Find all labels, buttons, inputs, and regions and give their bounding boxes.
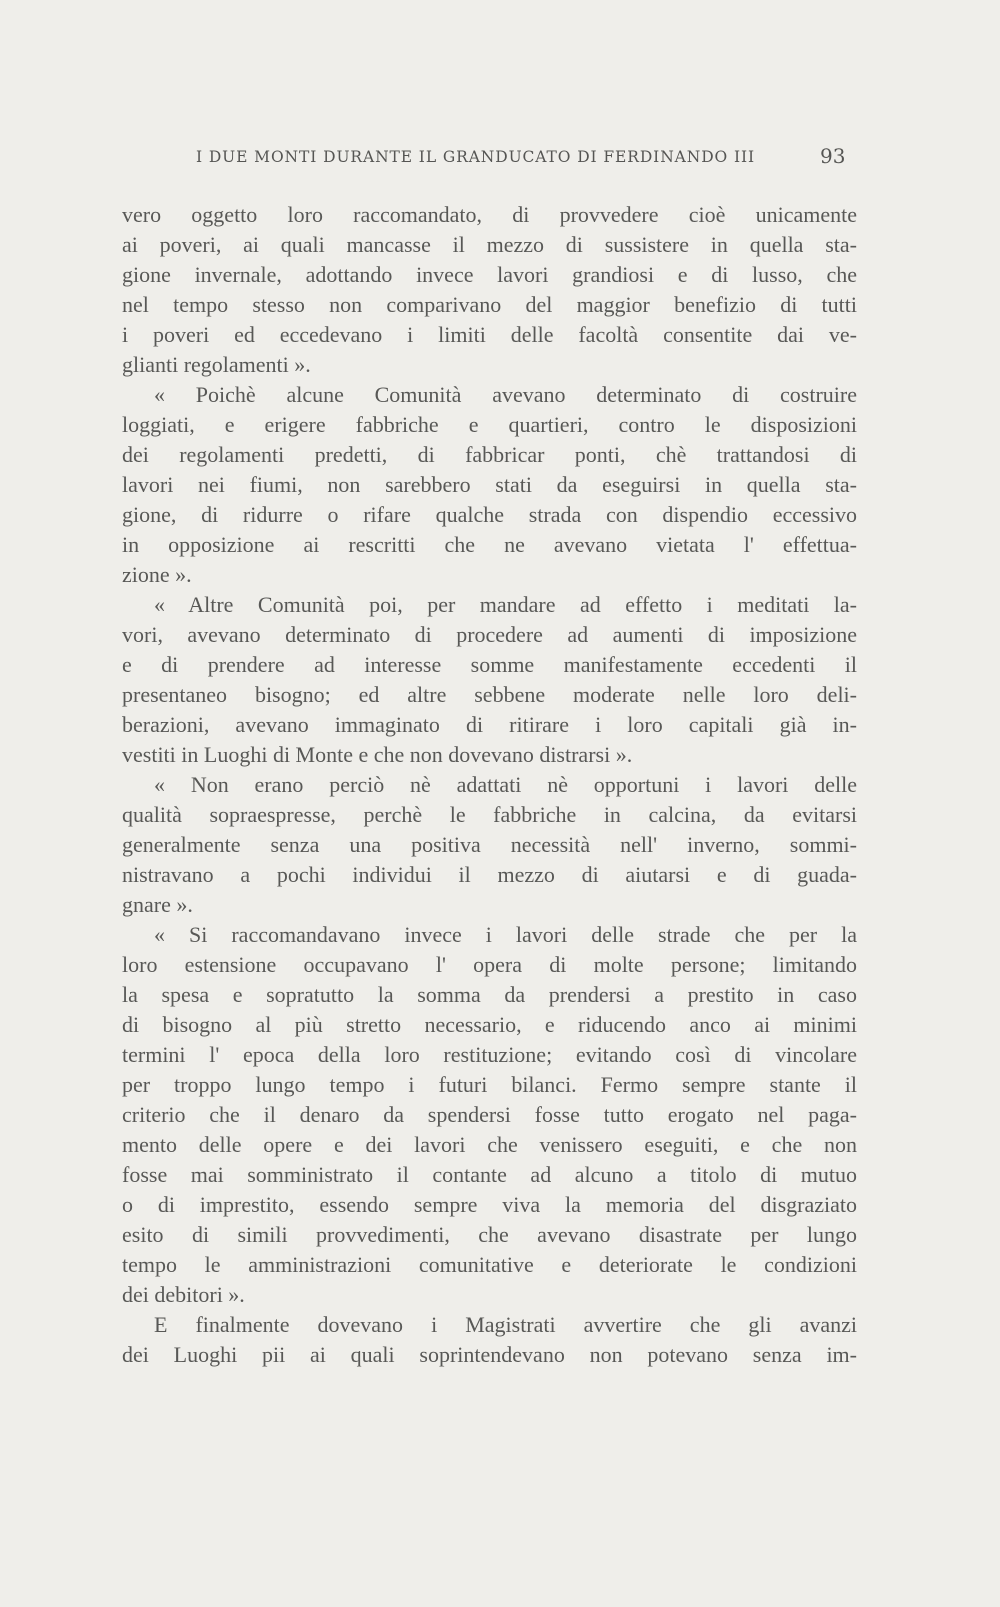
text-line: « Altre Comunità poi, per mandare ad effetto i meditati la- bbox=[154, 592, 857, 617]
text-line: i poveri ed eccedevano i limiti delle facoltà consentite dai ve- bbox=[122, 322, 857, 347]
text-line: la spesa e sopratutto la somma da prendersi a prestito in caso bbox=[122, 982, 857, 1007]
page-number: 93 bbox=[820, 144, 846, 168]
text-line: in opposizione ai rescritti che ne avevano vietata l' effettua- bbox=[122, 532, 857, 557]
text-line: gione invernale, adottando invece lavori grandiosi e di lusso, che bbox=[122, 262, 857, 287]
text-line: E finalmente dovevano i Magistrati avvertire che gli avanzi bbox=[154, 1312, 857, 1337]
text-line: per troppo lungo tempo i futuri bilanci. Fermo sempre stante il bbox=[122, 1072, 857, 1097]
text-line: « Poichè alcune Comunità avevano determinato di costruire bbox=[154, 382, 857, 407]
text-line: tempo le amministrazioni comunitative e deteriorate le condizioni bbox=[122, 1252, 857, 1277]
text-line: dei regolamenti predetti, di fabbricar ponti, chè trattandosi di bbox=[122, 442, 857, 467]
text-line: loggiati, e erigere fabbriche e quartieri, contro le disposizioni bbox=[122, 412, 857, 437]
text-line: vori, avevano determinato di procedere ad aumenti di imposizione bbox=[122, 622, 857, 647]
text-line: e di prendere ad interesse somme manifestamente eccedenti il bbox=[122, 652, 857, 677]
text-line: fosse mai somministrato il contante ad alcuno a titolo di mutuo bbox=[122, 1162, 857, 1187]
text-line: presentaneo bisogno; ed altre sebbene moderate nelle loro deli- bbox=[122, 682, 857, 707]
text-line: nel tempo stesso non comparivano del maggior benefizio di tutti bbox=[122, 292, 857, 317]
text-line: lavori nei fiumi, non sarebbero stati da eseguirsi in quella sta- bbox=[122, 472, 857, 497]
text-line: gnare ». bbox=[122, 892, 193, 917]
text-line: termini l' epoca della loro restituzione; evitando così di vincolare bbox=[122, 1042, 857, 1067]
text-line: esito di simili provvedimenti, che avevano disastrate per lungo bbox=[122, 1222, 857, 1247]
text-line: vestiti in Luoghi di Monte e che non dovevano distrarsi ». bbox=[122, 742, 633, 767]
running-head: I DUE MONTI DURANTE IL GRANDUCATO DI FERDINANDO III bbox=[196, 148, 756, 166]
text-line: ai poveri, ai quali mancasse il mezzo di sussistere in quella sta- bbox=[122, 232, 857, 257]
text-line: « Si raccomandavano invece i lavori delle strade che per la bbox=[154, 922, 857, 947]
text-line: qualità sopraespresse, perchè le fabbriche in calcina, da evitarsi bbox=[122, 802, 857, 827]
text-line: generalmente senza una positiva necessità nell' inverno, sommi- bbox=[122, 832, 857, 857]
text-line: di bisogno al più stretto necessario, e riducendo anco ai minimi bbox=[122, 1012, 857, 1037]
text-line: nistravano a pochi individui il mezzo di aiutarsi e di guada- bbox=[122, 862, 857, 887]
text-line: « Non erano perciò nè adattati nè opportuni i lavori delle bbox=[154, 772, 857, 797]
text-line: dei Luoghi pii ai quali soprintendevano non potevano senza im- bbox=[122, 1342, 857, 1367]
text-line: glianti regolamenti ». bbox=[122, 352, 311, 377]
text-line: dei debitori ». bbox=[122, 1282, 245, 1307]
text-line: berazioni, avevano immaginato di ritirare i loro capitali già in- bbox=[122, 712, 857, 737]
text-line: vero oggetto loro raccomandato, di provvedere cioè unicamente bbox=[122, 202, 857, 227]
text-line: loro estensione occupavano l' opera di molte persone; limitando bbox=[122, 952, 857, 977]
text-line: mento delle opere e dei lavori che venissero eseguiti, e che non bbox=[122, 1132, 857, 1157]
text-line: gione, di ridurre o rifare qualche strada con dispendio eccessivo bbox=[122, 502, 857, 527]
text-line: o di imprestito, essendo sempre viva la memoria del disgraziato bbox=[122, 1192, 857, 1217]
text-line: zione ». bbox=[122, 562, 192, 587]
text-line: criterio che il denaro da spendersi fosse tutto erogato nel paga- bbox=[122, 1102, 857, 1127]
